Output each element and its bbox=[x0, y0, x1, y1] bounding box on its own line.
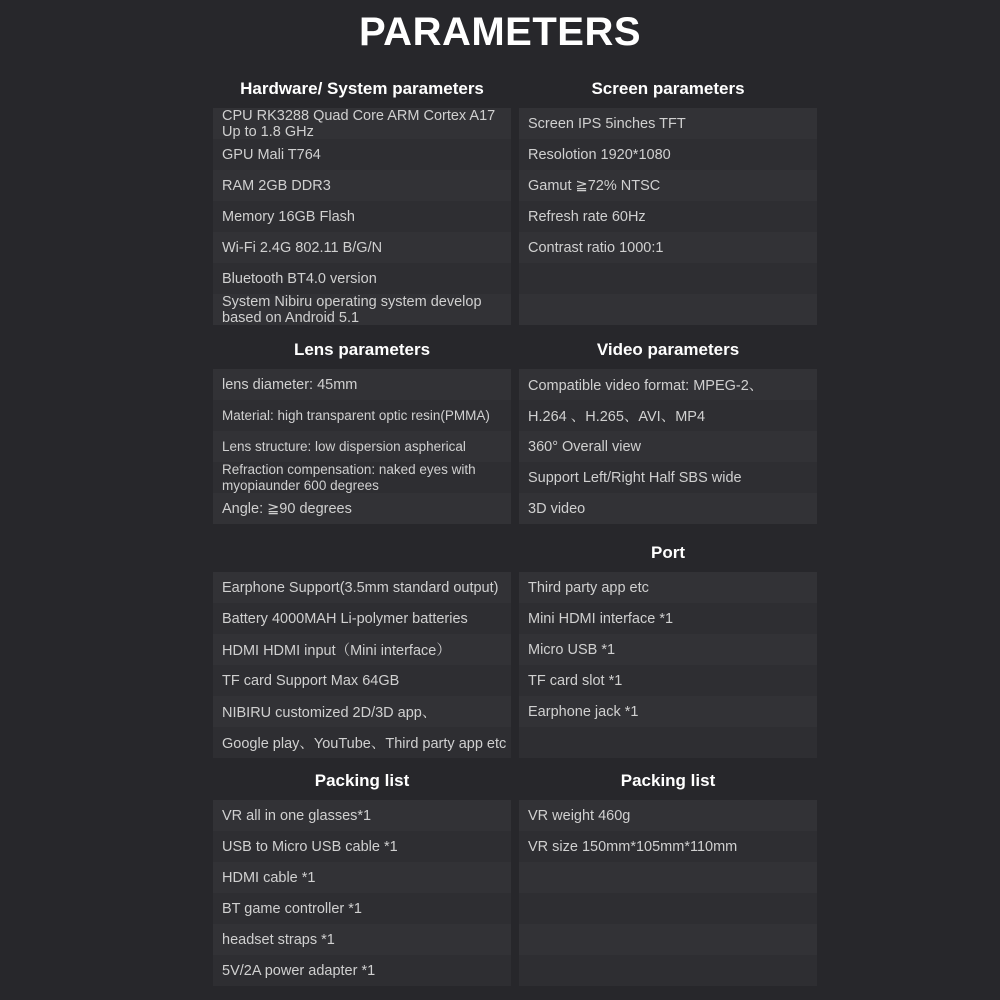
lens-row-diameter: lens diameter: 45mm bbox=[213, 369, 511, 400]
port-row-earphone-jack: Earphone jack *1 bbox=[519, 696, 817, 727]
port-row-empty bbox=[519, 727, 817, 758]
packing-right-rows bbox=[519, 800, 817, 986]
hardware-row-ram: RAM 2GB DDR3 bbox=[213, 170, 511, 201]
packing-row-controller: BT game controller *1 bbox=[213, 893, 511, 924]
video-section bbox=[519, 331, 817, 524]
screen-row-empty bbox=[519, 263, 817, 294]
packing-row-usb-cable: USB to Micro USB cable *1 bbox=[213, 831, 511, 862]
port-row-tf-slot: TF card slot *1 bbox=[519, 665, 817, 696]
video-row-sbs: Support Left/Right Half SBS wide bbox=[519, 462, 817, 493]
hardware-row-bluetooth: Bluetooth BT4.0 version bbox=[213, 263, 511, 294]
packing-row-glasses: VR all in one glasses*1 bbox=[213, 800, 511, 831]
packing-row-adapter: 5V/2A power adapter *1 bbox=[213, 955, 511, 986]
lens-row-angle: Angle: ≧90 degrees bbox=[213, 493, 511, 524]
misc-heading bbox=[213, 534, 511, 572]
screen-heading: Screen parameters bbox=[591, 79, 745, 98]
packing-row-straps: headset straps *1 bbox=[213, 924, 511, 955]
packing-row-weight: VR weight 460g bbox=[519, 800, 817, 831]
hardware-heading: Hardware/ System parameters bbox=[240, 79, 484, 98]
video-row-view: 360° Overall view bbox=[519, 431, 817, 462]
port-section bbox=[519, 534, 817, 758]
misc-row-earphone: Earphone Support(3.5mm standard output) bbox=[213, 572, 511, 603]
lens-row-structure: Lens structure: low dispersion aspherical bbox=[213, 431, 511, 462]
video-row-format: Compatible video format: MPEG-2、 bbox=[519, 369, 817, 400]
screen-row-gamut: Gamut ≧72% NTSC bbox=[519, 170, 817, 201]
misc-row-apps: NIBIRU customized 2D/3D app、 bbox=[213, 696, 511, 727]
video-rows bbox=[519, 369, 817, 524]
packing-right-heading: Packing list bbox=[620, 771, 716, 790]
lens-row-refraction: Refraction compensation: naked eyes with myopiaunder 600 degrees bbox=[213, 462, 511, 493]
video-row-3d: 3D video bbox=[519, 493, 817, 524]
packing-row-empty bbox=[519, 893, 817, 924]
port-row-mini-hdmi: Mini HDMI interface *1 bbox=[519, 603, 817, 634]
page-title: PARAMETERS bbox=[358, 10, 642, 54]
misc-row-tfcard: TF card Support Max 64GB bbox=[213, 665, 511, 696]
video-heading: Video parameters bbox=[596, 340, 740, 359]
hardware-row-memory: Memory 16GB Flash bbox=[213, 201, 511, 232]
screen-row-resolution: Resolotion 1920*1080 bbox=[519, 139, 817, 170]
packing-left-section bbox=[213, 762, 511, 986]
port-row-micro-usb: Micro USB *1 bbox=[519, 634, 817, 665]
screen-section bbox=[519, 70, 817, 325]
packing-row-empty bbox=[519, 924, 817, 955]
hardware-row-cpu: CPU RK3288 Quad Core ARM Cortex A17 Up to 1.8 GHz bbox=[213, 108, 511, 139]
misc-row-google: Google play、YouTube、Third party app etc bbox=[213, 727, 511, 758]
packing-row-empty bbox=[519, 955, 817, 986]
misc-rows bbox=[213, 572, 511, 758]
lens-rows bbox=[213, 369, 511, 524]
packing-left-heading: Packing list bbox=[314, 771, 410, 790]
hardware-row-gpu: GPU Mali T764 bbox=[213, 139, 511, 170]
video-row-codecs: H.264 、H.265、AVI、MP4 bbox=[519, 400, 817, 431]
port-rows bbox=[519, 572, 817, 758]
screen-row-refresh: Refresh rate 60Hz bbox=[519, 201, 817, 232]
packing-right-section bbox=[519, 762, 817, 986]
packing-row-size: VR size 150mm*105mm*110mm bbox=[519, 831, 817, 862]
misc-section bbox=[213, 534, 511, 758]
packing-row-empty bbox=[519, 862, 817, 893]
hardware-row-wifi: Wi-Fi 2.4G 802.11 B/G/N bbox=[213, 232, 511, 263]
misc-row-battery: Battery 4000MAH Li-polymer batteries bbox=[213, 603, 511, 634]
screen-row-screen: Screen IPS 5inches TFT bbox=[519, 108, 817, 139]
hardware-section bbox=[213, 70, 511, 325]
hardware-row-system: System Nibiru operating system develop based on Android 5.1 bbox=[213, 294, 511, 325]
lens-section bbox=[213, 331, 511, 524]
port-heading: Port bbox=[651, 543, 685, 562]
packing-row-hdmi-cable: HDMI cable *1 bbox=[213, 862, 511, 893]
lens-row-material: Material: high transparent optic resin(PMMA) bbox=[213, 400, 511, 431]
screen-rows bbox=[519, 108, 817, 325]
port-row-thirdparty: Third party app etc bbox=[519, 572, 817, 603]
misc-row-hdmi: HDMI HDMI input（Mini interface） bbox=[213, 634, 511, 665]
screen-row-contrast: Contrast ratio 1000:1 bbox=[519, 232, 817, 263]
hardware-rows bbox=[213, 108, 511, 325]
screen-row-empty bbox=[519, 294, 817, 325]
lens-heading: Lens parameters bbox=[293, 340, 431, 359]
packing-left-rows bbox=[213, 800, 511, 986]
